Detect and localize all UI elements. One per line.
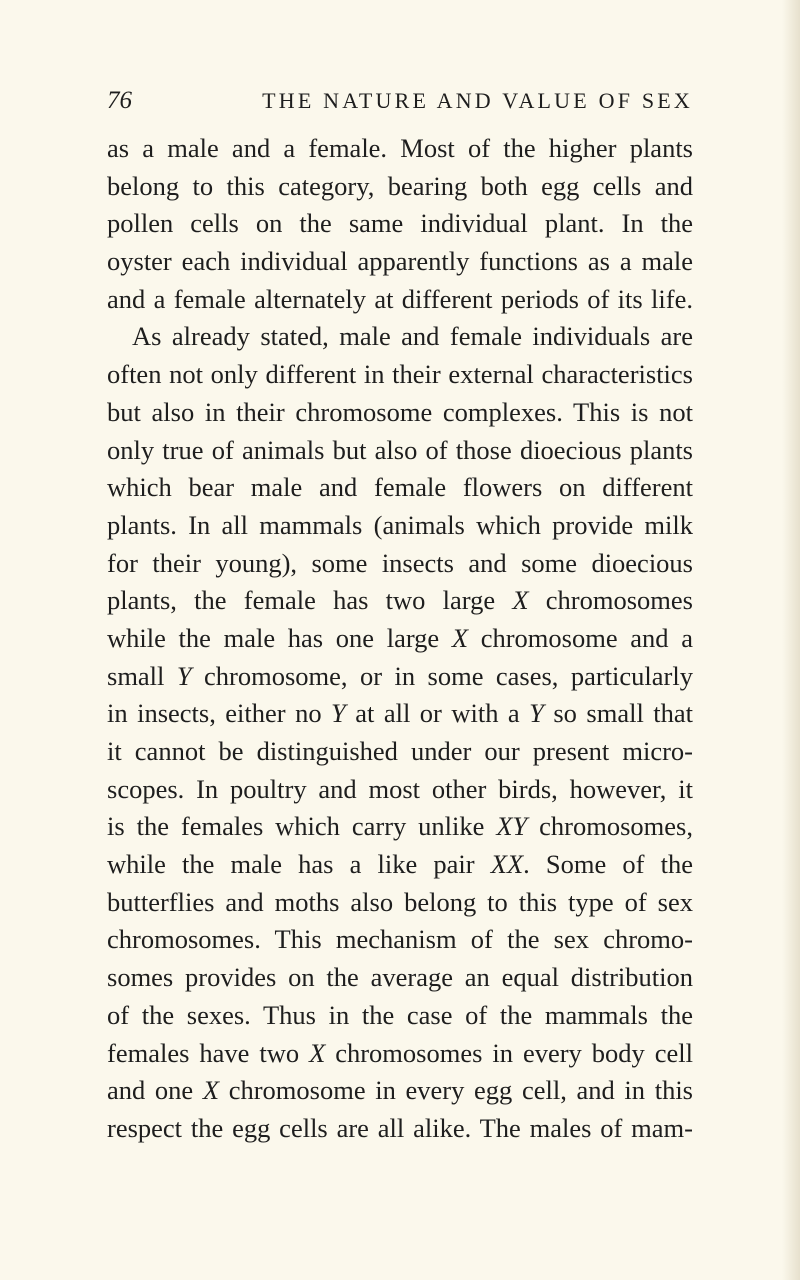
text-line: belong to this category, bearing both egg cells and bbox=[107, 170, 693, 201]
page-edge-shadow bbox=[782, 0, 800, 1280]
text-line: females have two X chromosomes in every body cell bbox=[107, 1037, 693, 1068]
running-head: THE NATURE AND VALUE OF SEX bbox=[262, 88, 693, 113]
text-line: oyster each individual apparently functions as a male bbox=[107, 246, 693, 277]
page-number: 76 bbox=[107, 87, 132, 114]
text-line: as a male and a female. Most of the higher plants bbox=[107, 133, 693, 163]
text-line: while the male has a like pair XX. Some of the bbox=[107, 849, 693, 880]
text-line: pollen cells on the same individual plant. In the bbox=[107, 208, 693, 239]
text-line: which bear male and female flowers on different bbox=[107, 472, 693, 503]
text-line: respect the egg cells are all alike. The males of mam- bbox=[107, 1112, 693, 1143]
text-line: while the male has one large X chromosome and a bbox=[107, 622, 693, 653]
text-line: for their young), some insects and some dioecious bbox=[107, 547, 693, 578]
text-line: plants. In all mammals (animals which provide milk bbox=[107, 509, 693, 540]
text-line: As already stated, male and female individuals are bbox=[132, 321, 693, 352]
text-line: often not only different in their external characteristics bbox=[107, 359, 693, 390]
text-line: butterflies and moths also belong to this type of sex bbox=[107, 886, 693, 917]
text-line: only true of animals but also of those dioecious plants bbox=[107, 434, 693, 465]
text-line: plants, the female has two large X chromosomes bbox=[107, 585, 693, 616]
text-line: and one X chromosome in every egg cell, and in this bbox=[107, 1075, 693, 1106]
text-line: of the sexes. Thus in the case of the mammals the bbox=[107, 999, 693, 1030]
text-line: in insects, either no Y at all or with a Y so small that bbox=[107, 698, 694, 729]
text-line: somes provides on the average an equal distribution bbox=[107, 962, 693, 993]
text-line: it cannot be distinguished under our present micro- bbox=[107, 736, 693, 766]
page-header bbox=[107, 86, 693, 116]
text-line: scopes. In poultry and most other birds, however, it bbox=[107, 773, 693, 804]
text-line: and a female alternately at different periods of its life. bbox=[107, 283, 693, 314]
text-line: is the females which carry unlike XY chromosomes, bbox=[107, 811, 693, 842]
body-text bbox=[107, 130, 693, 1148]
text-line: but also in their chromosome complexes. This is not bbox=[107, 396, 693, 427]
text-line: chromosomes. This mechanism of the sex chromo- bbox=[107, 924, 693, 955]
text-line: small Y chromosome, or in some cases, particularly bbox=[107, 660, 693, 691]
